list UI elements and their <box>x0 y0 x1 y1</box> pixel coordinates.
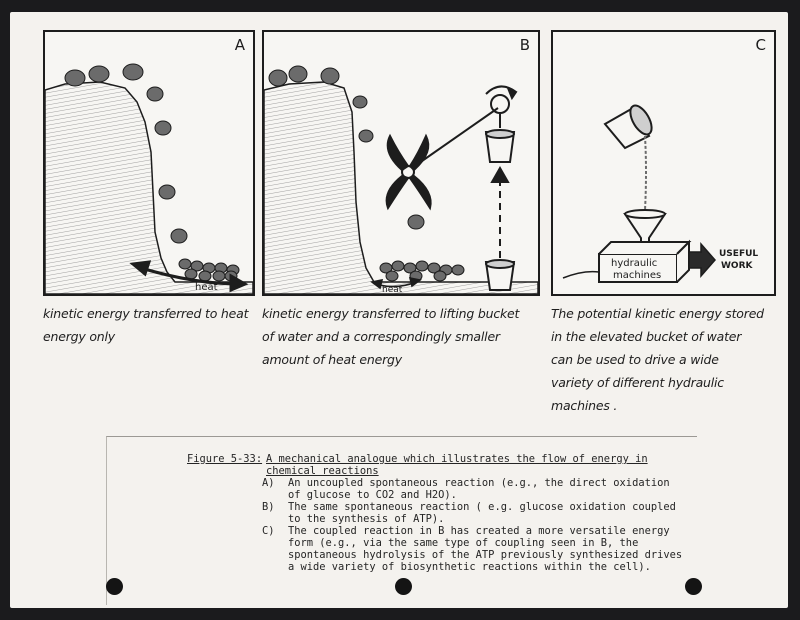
punch-hole <box>395 578 412 595</box>
water-stream <box>645 136 646 210</box>
caption-c-line: The potential kinetic energy stored <box>551 306 764 321</box>
raised-bucket <box>486 114 514 162</box>
punch-hole <box>106 578 123 595</box>
caption-b-line: of water and a correspondingly smaller <box>262 329 500 344</box>
caption-c-line: machines . <box>551 398 618 413</box>
caption-a-line: energy only <box>43 329 115 344</box>
item-letter: C) <box>262 525 275 537</box>
panel-b-drawing <box>264 32 538 294</box>
caption-c <box>551 302 776 417</box>
panel-b <box>262 30 540 296</box>
item-letter: A) <box>262 477 275 489</box>
caption-c-line: variety of different hydraulic <box>551 375 724 390</box>
panel-a <box>43 30 255 296</box>
machine-label-line-2: machines <box>613 270 662 281</box>
output-arrow <box>689 244 715 276</box>
caption-b-line: kinetic energy transferred to lifting bucket <box>262 306 520 321</box>
caption-a <box>43 302 258 348</box>
panel-c-drawing <box>553 32 774 294</box>
caption-c-line: in the elevated bucket of water <box>551 329 742 344</box>
panel-a-letter: A <box>234 36 245 54</box>
paper-sheet <box>10 12 788 608</box>
ground-bucket <box>486 260 514 290</box>
rock-pile <box>380 261 464 281</box>
paddle-wheel <box>387 136 431 208</box>
pulley <box>486 86 516 113</box>
caption-b-line: amount of heat energy <box>262 352 402 367</box>
item-text: The same spontaneous reaction ( e.g. glucose oxidation coupled to the synthesis of ATP). <box>288 501 676 525</box>
caption-c-line: can be used to drive a wide <box>551 352 719 367</box>
figure-label: Figure 5-33: <box>187 453 263 465</box>
drain-pipe <box>563 272 599 278</box>
panel-c-letter: C <box>755 36 766 54</box>
item-text: An uncoupled spontaneous reaction (e.g., the direct oxidation of glucose to CO2 and H2O). <box>288 477 670 501</box>
panel-b-heat-label: heat <box>382 285 403 294</box>
figure-title: A mechanical analogue which illustrates the flow of energy in chemical reactions <box>266 453 648 477</box>
caption-b <box>262 302 547 371</box>
punch-hole <box>685 578 702 595</box>
panel-b-letter: B <box>519 36 530 54</box>
machine-label-line-1: hydraulic <box>611 258 658 269</box>
panel-a-drawing <box>45 32 253 294</box>
useful-label: USEFUL <box>719 249 759 259</box>
lift-arrow <box>492 168 508 258</box>
caption-a-line: kinetic energy transferred to heat <box>43 306 249 321</box>
item-letter: B) <box>262 501 275 513</box>
panel-a-heat-label: heat <box>195 282 218 293</box>
panel-c <box>551 30 776 296</box>
tilted-bucket <box>605 102 656 148</box>
item-text: The coupled reaction in B has created a more versatile energy form (e.g., via the same type of coupling seen in B, the spontaneous hydrolysis of the ATP previously synthesized drives a wide variety of biosynthetic reactions within the cell). <box>288 525 683 573</box>
work-label: WORK <box>721 261 753 271</box>
